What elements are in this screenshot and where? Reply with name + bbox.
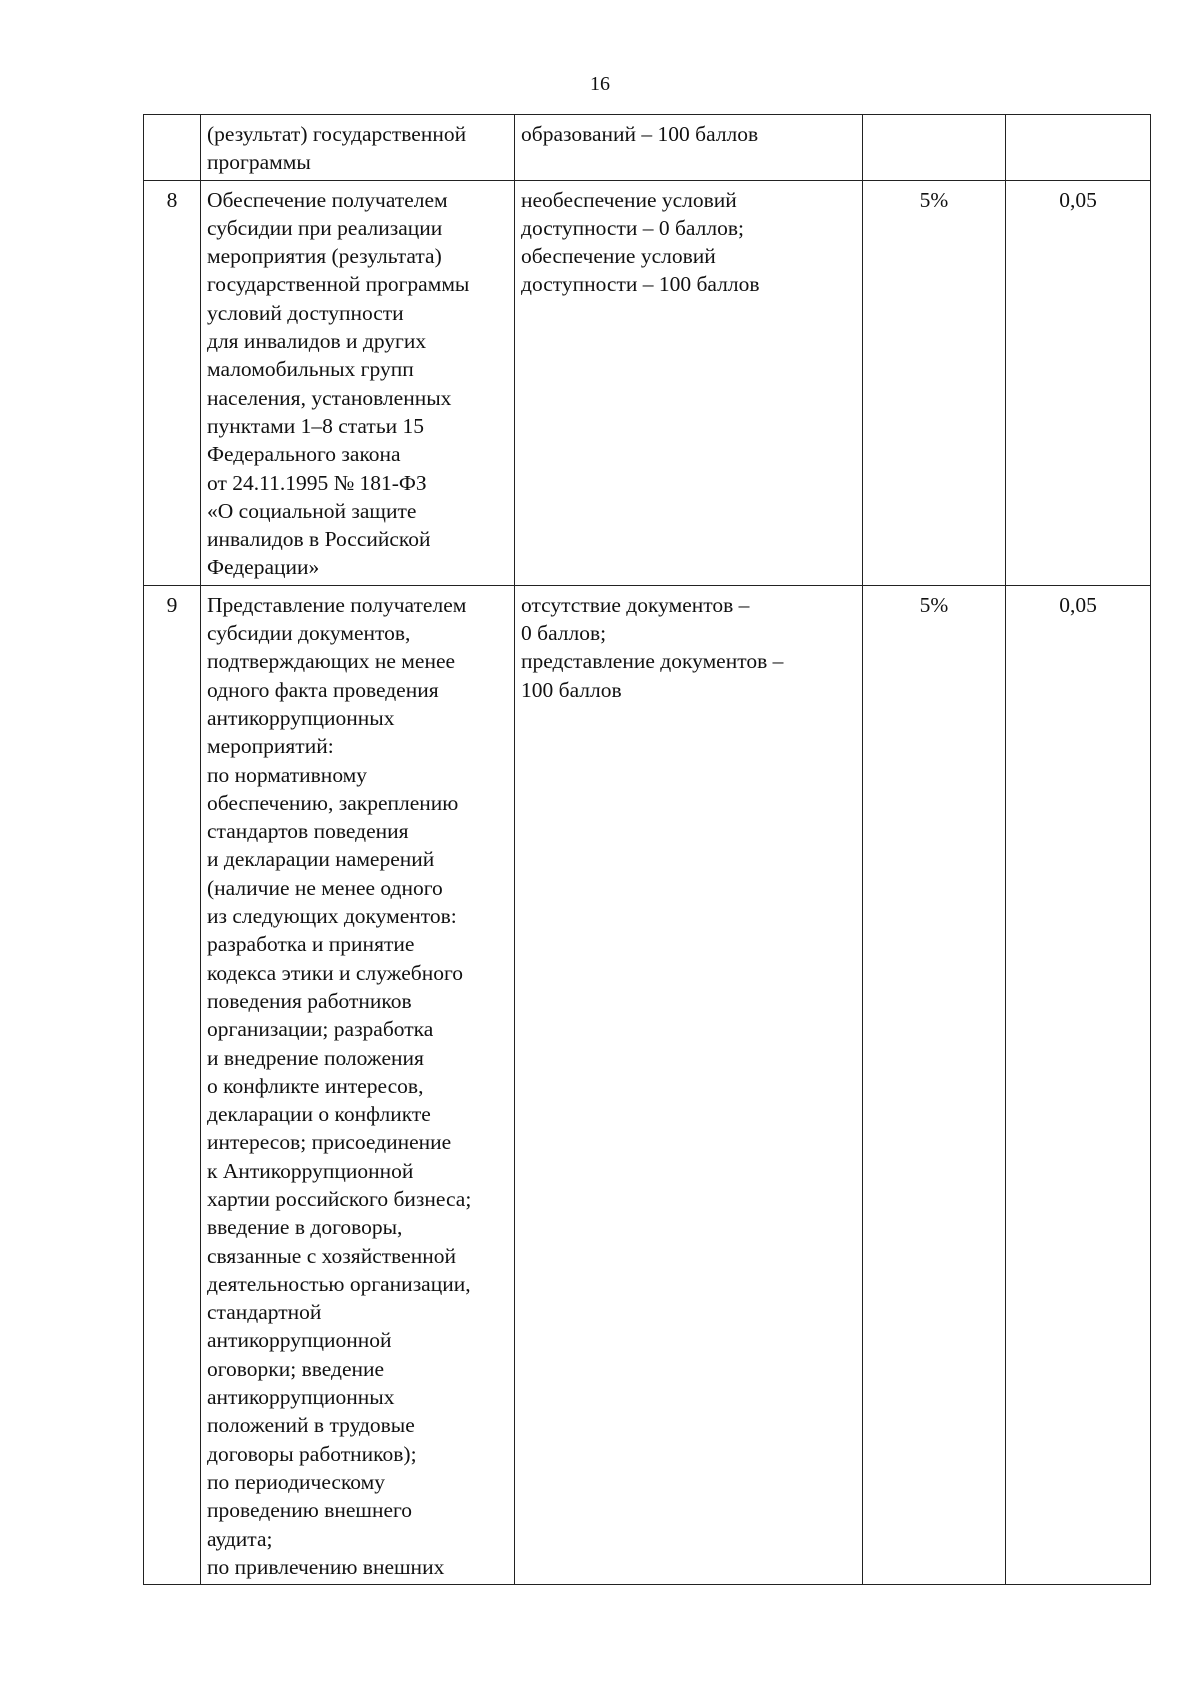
weight-cell: 5% [863, 180, 1006, 585]
criterion-cell: (результат) государственной программы [201, 115, 515, 181]
coefficient-cell: 0,05 [1006, 180, 1151, 585]
criteria-table [143, 114, 1151, 1585]
row-number-cell: 8 [144, 180, 201, 585]
table-row [144, 115, 1151, 181]
scoring-cell: необеспечение условий доступности – 0 баллов; обеспечение условий доступности – 100 баллов [515, 180, 863, 585]
scoring-cell: отсутствие документов – 0 баллов; представление документов – 100 баллов [515, 585, 863, 1584]
criterion-cell: Представление получателем субсидии документов, подтверждающих не менее одного факта проведения антикоррупционных мероприятий: по нормативному обеспечению, закреплению стандартов поведения и декларации намерений (наличие не менее одного из следующих документов: разработка и принятие кодекса этики и служебного поведения работников организации; разработка и внедрение положения о конфликте интересов, декларации о конфликте интересов; присоединение к Антикоррупционной хартии российского бизнеса; введение в договоры, связанные с хозяйственной деятельностью организации, стандартной антикоррупционной оговорки; введение антикоррупционных положений в трудовые договоры работников); по периодическому проведению внешнего аудита; по привлечению внешних [201, 585, 515, 1584]
coefficient-cell [1006, 115, 1151, 181]
scoring-cell: образований – 100 баллов [515, 115, 863, 181]
coefficient-cell: 0,05 [1006, 585, 1151, 1584]
table-row [144, 180, 1151, 585]
page-number: 16 [590, 73, 610, 95]
row-number-cell [144, 115, 201, 181]
criterion-cell: Обеспечение получателем субсидии при реализации мероприятия (результата) государственной программы условий доступности для инвалидов и других маломобильных групп населения, установленных пунктами 1–8 статьи 15 Федерального закона от 24.11.1995 № 181-ФЗ «О социальной защите инвалидов в Российской Федерации» [201, 180, 515, 585]
row-number-cell: 9 [144, 585, 201, 1584]
weight-cell: 5% [863, 585, 1006, 1584]
table-row [144, 585, 1151, 1584]
weight-cell [863, 115, 1006, 181]
